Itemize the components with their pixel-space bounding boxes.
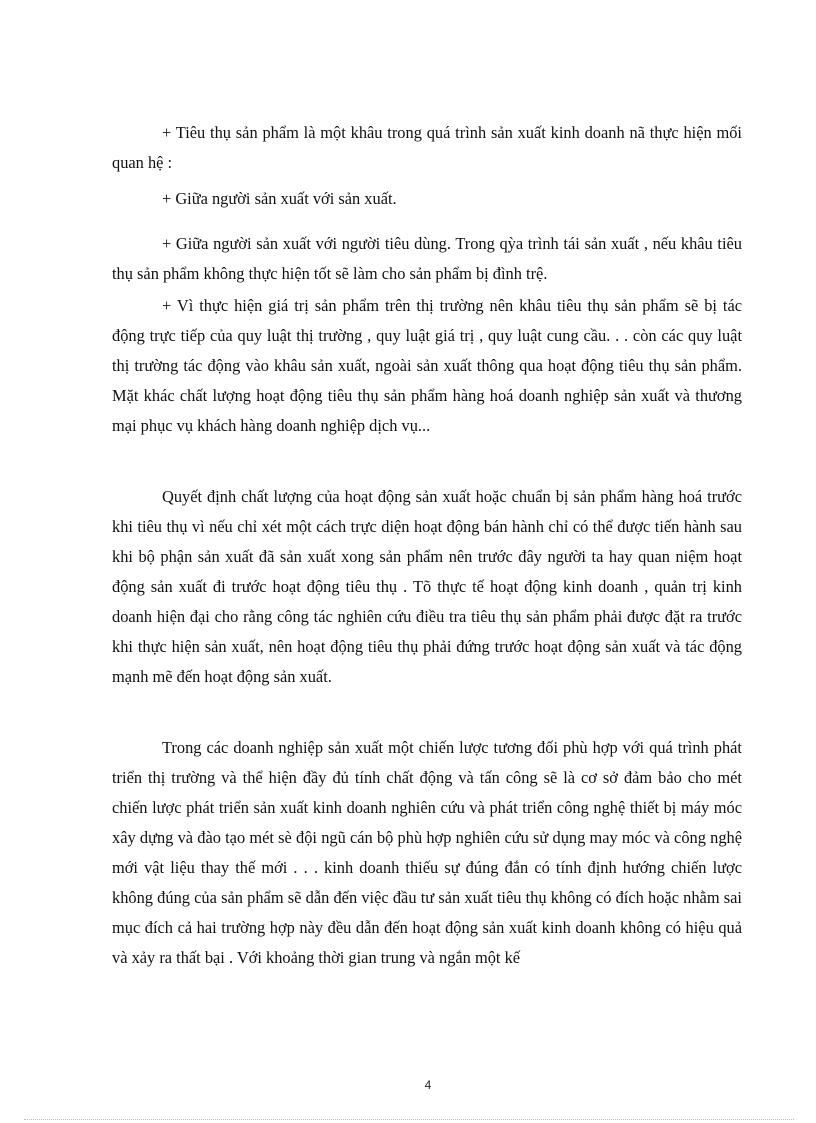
paragraph-market-laws: + Vì thực hiện giá trị sản phẩm trên thị trường nên khâu tiêu thụ sản phẩm sẽ bị tác động trực tiếp của quy luật thị trường , quy luật giá trị , quy luật cung cầu. . . còn các quy luật thị trường tác động vào khâu sản xuất, ngoài sản xuất thông qua hoạt động tiêu thụ sản phẩm. Mặt khác chất lượng hoạt động tiêu thụ sản phẩm hàng hoá doanh nghiệp sản xuất và thương mại phục vụ khách hàng doanh nghiệp dịch vụ...	[112, 296, 742, 435]
footer-divider	[24, 1119, 794, 1120]
paragraph-sales-stage: + Tiêu thụ sản phẩm là một khâu trong quá trình sản xuất kinh doanh nã thực hiện mối quan hệ :	[112, 123, 742, 172]
page-number: 4	[424, 1078, 432, 1092]
paragraph-production-quality: Quyết định chất lượng của hoạt động sản xuất hoặc chuẩn bị sản phẩm hàng hoá trước khi tiêu thụ vì nếu chỉ xét một cách trực diện hoạt động bán hành chỉ có thể được tiến hành sau khi bộ phận sản xuất đã sản xuất xong sản phẩm nên trước đây người ta hay quan niệm hoạt động sản xuất đi trước hoạt động tiêu thụ . Tõ thực tế hoạt động kinh doanh , quản trị kinh doanh hiện đại cho rằng công tác nghiên cứu điều tra tiêu thụ sản phẩm phải được đặt ra trước khi thực hiện sản xuất, nên hoạt động tiêu thụ phải đứng trước hoạt động sản xuất và tác động mạnh mẽ đến hoạt động sản xuất.	[112, 487, 742, 686]
paragraph-producer-production: + Giữa người sản xuất với sản xuất.	[162, 189, 397, 208]
paragraph-producer-consumer: + Giữa người sản xuất với người tiêu dùng. Trong qỳa trình tái sản xuất , nếu khâu tiêu thụ sản phẩm không thực hiện tốt sẽ làm cho sản phẩm bị đình trệ.	[112, 234, 742, 283]
paragraph-strategy: Trong các doanh nghiệp sản xuất một chiến lược tương đối phù hợp với quá trình phát triển thị trường và thể hiện đầy đủ tính chất động và tấn công sẽ là cơ sở đảm bảo cho mét chiến lược phát triển sản xuất kinh doanh nghiên cứu và phát triển công nghệ thiết bị máy móc xây dựng và đào tạo mét sè đội ngũ cán bộ phù hợp nghiên cứu sử dụng may móc và công nghệ mới vật liệu thay thế mới . . . kinh doanh thiếu sự đúng đắn có tính định hướng chiến lược không đúng của sản phẩm sẽ dẫn đến việc đầu tư sản xuất tiêu thụ không có đích hoặc nhằm sai mục đích cả hai trường hợp này đều dẫn đến hoạt động sản xuất kinh doanh không có hiệu quả và xảy ra thất bại . Với khoảng thời gian trung và ngắn một kế	[112, 738, 742, 967]
